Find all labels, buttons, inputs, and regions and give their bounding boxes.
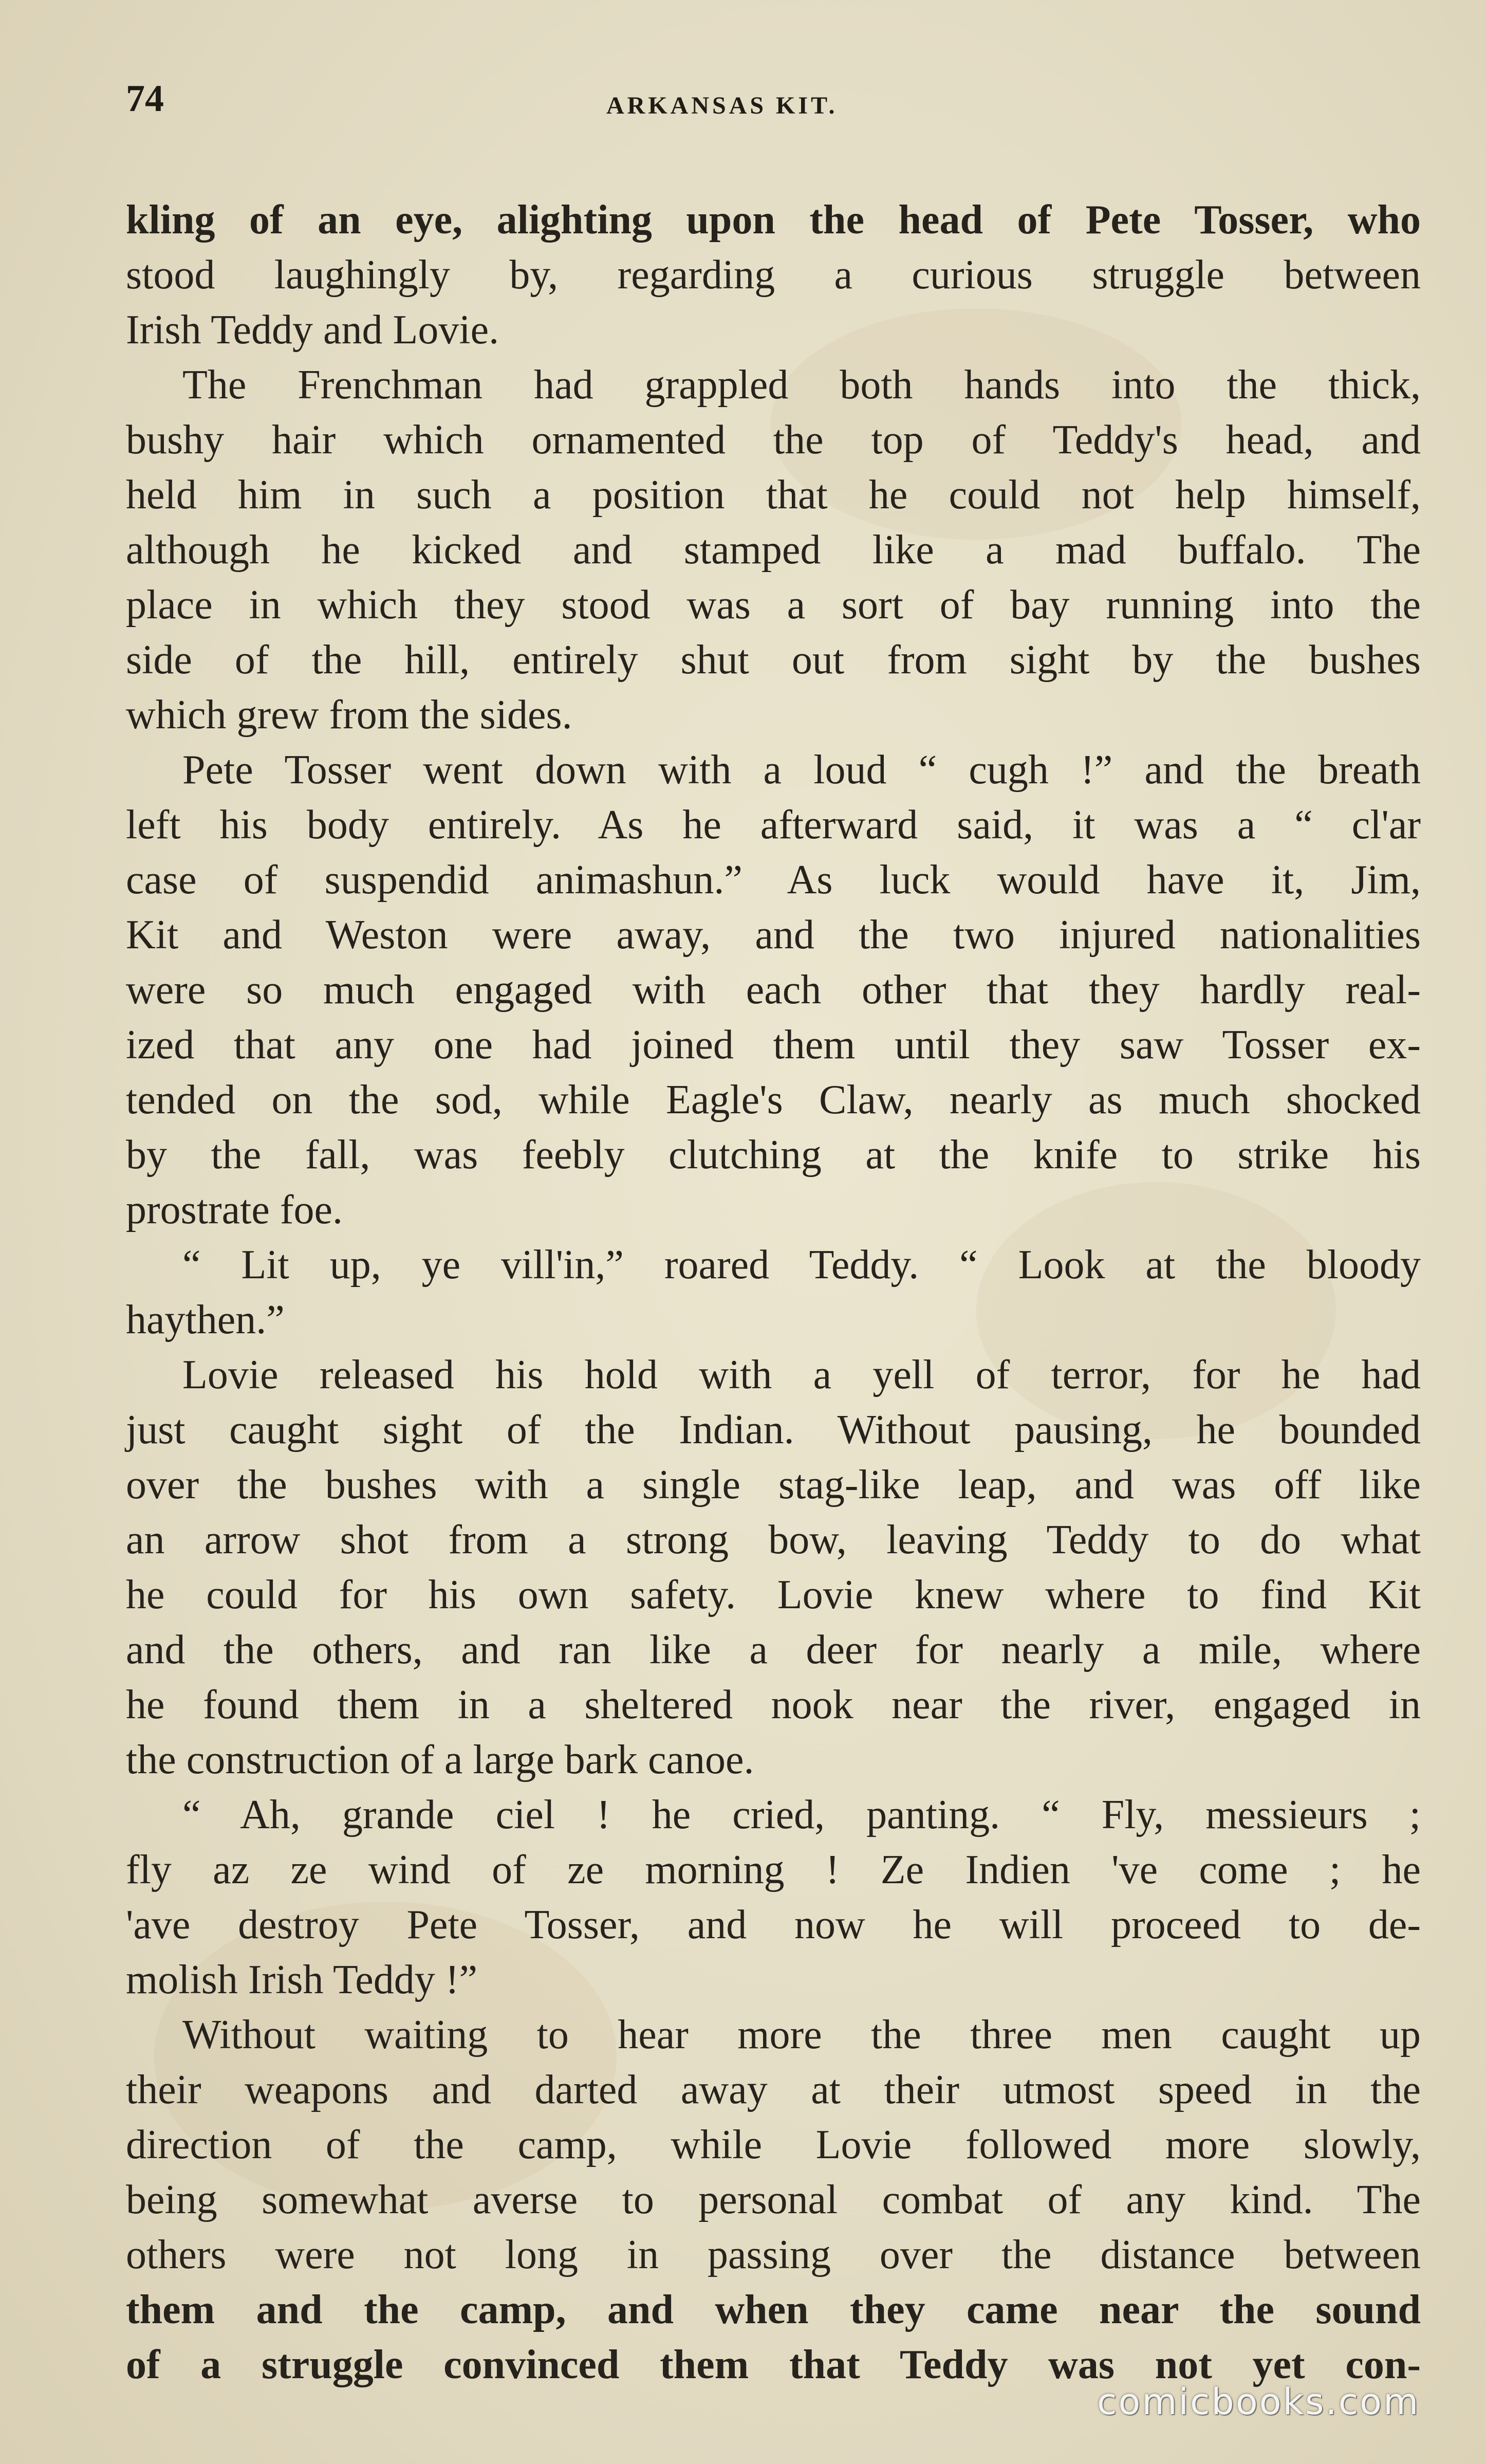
text-line: and the others, and ran like a deer for nearly a mile, where: [126, 1627, 1421, 1672]
text-line: place in which they stood was a sort of bay running into the: [126, 582, 1421, 628]
text-line: “ Lit up, ye vill'in,” roared Teddy. “ Look at the bloody: [182, 1242, 1421, 1288]
body-text: [126, 193, 1421, 2393]
text-line: their weapons and darted away at their utmost speed in the: [126, 2067, 1421, 2112]
watermark-text: comicbooks.com: [1097, 2381, 1420, 2423]
text-line: Without waiting to hear more the three men caught up: [182, 2012, 1421, 2057]
text-line: Lovie released his hold with a yell of terror, for he had: [182, 1352, 1421, 1398]
text-line: haythen.”: [126, 1297, 285, 1343]
text-line: were so much engaged with each other that they hardly real-: [126, 967, 1421, 1013]
text-line: tended on the sod, while Eagle's Claw, nearly as much shocked: [126, 1077, 1421, 1123]
text-line: just caught sight of the Indian. Without pausing, he bounded: [126, 1407, 1421, 1452]
text-line: kling of an eye, alighting upon the head of Pete Tosser, who: [126, 197, 1421, 243]
text-line: he could for his own safety. Lovie knew where to find Kit: [126, 1572, 1421, 1617]
text-line: ized that any one had joined them until they saw Tosser ex-: [126, 1022, 1421, 1068]
page-number: 74: [126, 78, 164, 120]
text-line: “ Ah, grande ciel ! he cried, panting. “ Fly, messieurs ;: [182, 1792, 1421, 1837]
text-line: Irish Teddy and Lovie.: [126, 307, 499, 353]
text-line: stood laughingly by, regarding a curious struggle between: [126, 252, 1421, 298]
text-line: them and the camp, and when they came near the sound: [126, 2287, 1421, 2332]
running-title: ARKANSAS KIT.: [606, 92, 838, 119]
text-line: Pete Tosser went down with a loud “ cugh !” and the breath: [182, 747, 1421, 793]
text-line: side of the hill, entirely shut out from sight by the bushes: [126, 637, 1421, 683]
text-line: the construction of a large bark canoe.: [126, 1737, 754, 1782]
text-line: although he kicked and stamped like a mad buffalo. The: [126, 527, 1421, 573]
text-line: The Frenchman had grappled both hands into the thick,: [182, 362, 1421, 408]
text-line: fly az ze wind of ze morning ! Ze Indien 've come ; he: [126, 1847, 1421, 1892]
text-line: which grew from the sides.: [126, 692, 572, 738]
text-line: 'ave destroy Pete Tosser, and now he will proceed to de-: [126, 1902, 1421, 1947]
text-line: by the fall, was feebly clutching at the knife to strike his: [126, 1132, 1421, 1178]
text-line: direction of the camp, while Lovie followed more slowly,: [126, 2122, 1421, 2167]
text-line: case of suspendid animashun.” As luck would have it, Jim,: [126, 857, 1421, 903]
text-line: bushy hair which ornamented the top of Teddy's head, and: [126, 417, 1421, 463]
text-line: left his body entirely. As he afterward said, it was a “ cl'ar: [126, 802, 1421, 848]
text-line: held him in such a position that he could not help himself,: [126, 472, 1421, 518]
text-line: he found them in a sheltered nook near the river, engaged in: [126, 1682, 1421, 1727]
text-line: an arrow shot from a strong bow, leaving Teddy to do what: [126, 1517, 1421, 1562]
text-line: molish Irish Teddy !”: [126, 1957, 477, 2002]
text-line: prostrate foe.: [126, 1187, 343, 1233]
text-line: over the bushes with a single stag-like leap, and was off like: [126, 1462, 1421, 1507]
text-line: Kit and Weston were away, and the two injured nationalities: [126, 912, 1421, 958]
text-line: being somewhat averse to personal combat of any kind. The: [126, 2177, 1421, 2222]
text-line: others were not long in passing over the distance between: [126, 2232, 1421, 2277]
text-line: of a struggle convinced them that Teddy was not yet con-: [126, 2342, 1421, 2387]
